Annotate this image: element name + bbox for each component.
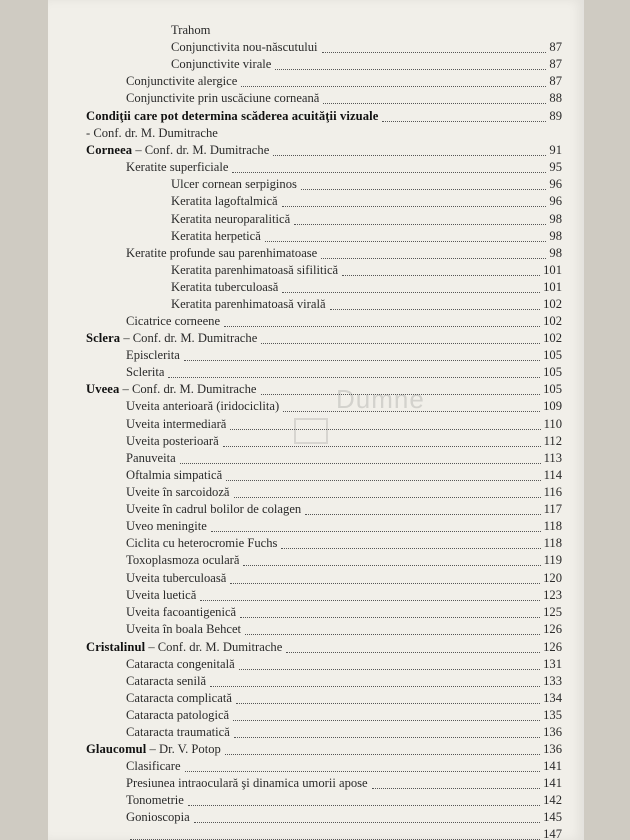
page-number: 116 [543,485,562,499]
toc-section-title: Cristalinul [86,640,146,654]
toc-entry-title [126,810,190,825]
toc-entry [48,57,584,72]
toc-entry [48,519,584,534]
toc-entry-text: Presiunea intraoculară şi dinamica umorii apose [126,776,368,790]
toc-entry [48,194,584,209]
toc-entry-title [86,126,584,141]
toc-entry [48,553,584,568]
toc-entry-title [171,57,271,72]
dot-leader [232,172,546,173]
dot-leader [261,343,540,344]
toc-entry-title [126,502,301,517]
toc-entry-text: Keratite profunde sau parenhimatoase [126,246,318,260]
toc-entry-text: Uveita luetică [126,588,197,602]
page-number: 102 [543,314,562,328]
page-number: 120 [543,571,562,585]
dot-leader [265,241,546,242]
toc-entry-title [126,571,226,586]
toc-entry-text: Cataracta congenitală [126,657,235,671]
toc-entry-title [86,331,257,346]
page-number: 105 [543,382,562,396]
toc-entry-title [171,229,261,244]
toc-entry [48,297,584,312]
toc-entry-text: Uveita intermediară [126,417,227,431]
page-number: 134 [543,691,562,705]
toc-entry-title [171,297,326,312]
page-number: 105 [543,348,562,362]
toc-entry-title [86,143,269,158]
page-number: 145 [543,810,562,824]
toc-entry-title [126,399,279,414]
page-number: 95 [549,160,562,174]
dot-leader [239,669,540,670]
toc-entry-text: Keratita lagoftalmică [171,194,278,208]
page-number: 126 [543,622,562,636]
dot-leader [323,103,546,104]
toc-entry-title [86,742,221,757]
toc-entry-title [86,109,378,124]
toc-entry-text: Trahom [171,23,211,37]
toc-entry-text: Ciclita cu heterocromie Fuchs [126,536,278,550]
page-number: 110 [543,417,562,431]
dot-leader [342,275,540,276]
toc-section-title: Uveea [86,382,120,396]
toc-entry-text: Conjunctivite alergice [126,74,238,88]
dot-leader [185,771,540,772]
toc-entry [48,451,584,466]
toc-entry [48,605,584,620]
toc-entry-title [126,468,222,483]
toc-entry [48,622,584,637]
dot-leader [286,652,540,653]
toc-entry-text: Uveite în sarcoidoză [126,485,230,499]
toc-entry-title [126,708,229,723]
dot-leader [184,360,540,361]
toc-entry [48,23,584,38]
toc-entry-title [126,451,176,466]
dot-leader [230,583,540,584]
dot-leader [245,634,540,635]
toc-entry-text: Uveita anterioară (iridociclita) [126,399,280,413]
page-number: 142 [543,793,562,807]
toc-entry [48,776,584,791]
toc-entry [48,109,584,124]
toc-entry-text: Keratita tuberculoasă [171,280,279,294]
dot-leader [261,394,540,395]
toc-entry-title [126,160,228,175]
toc-entry [48,177,584,192]
toc-entry [48,468,584,483]
toc-entry [48,485,584,500]
toc-entry-title [126,588,196,603]
toc-entry-text: Cataracta complicată [126,691,232,705]
page-number: 114 [543,468,562,482]
toc-entry [48,810,584,825]
page-number: 135 [543,708,562,722]
page-number: 96 [549,177,562,191]
toc-entry-title [126,622,241,637]
toc-entry [48,74,584,89]
toc-entry-text: Clasificare [126,759,181,773]
toc-entry-title [126,434,219,449]
toc-entry-text: Conjunctivita nou-născutului [171,40,318,54]
dot-leader [322,52,546,53]
toc-entry-title [126,691,232,706]
toc-entry [48,759,584,774]
page-number: 133 [543,674,562,688]
page-number: 131 [543,657,562,671]
toc-entry-text: Tonometrie [126,793,184,807]
toc-entry [48,691,584,706]
dot-leader [330,309,540,310]
toc-entry-text: Gonioscopia [126,810,190,824]
toc-entry [48,571,584,586]
toc-entry-text: – Conf. dr. M. Dumitrache [145,640,283,654]
page-number: 123 [543,588,562,602]
toc-entry [48,708,584,723]
toc-entry-title [126,314,220,329]
toc-entry-title [126,91,319,106]
toc-entry [48,331,584,346]
dot-leader [234,497,541,498]
dot-leader [281,548,541,549]
page-number: 112 [543,434,562,448]
page-number: 125 [543,605,562,619]
page-number: 141 [543,759,562,773]
toc-section-title: Condiţii care pot determina scăderea acuităţii vizuale [86,109,379,123]
toc-entry-text: Uveita tuberculoasă [126,571,227,585]
toc-entry [48,280,584,295]
toc-entry-title [126,793,184,808]
toc-entry-title [126,776,368,791]
dot-leader [226,480,541,481]
toc-entry [48,40,584,55]
page-number: 89 [549,109,562,123]
toc-entry-text: Cataracta senilă [126,674,207,688]
page-number: 119 [543,553,562,567]
dot-leader [240,617,540,618]
toc-entry-title [171,23,584,38]
toc-entry-title [171,212,290,227]
toc-entry-text: Uveo meningite [126,519,207,533]
dot-leader [241,86,546,87]
toc-section-title: Sclera [86,331,121,345]
toc-entry [48,399,584,414]
page-number: 147 [543,827,562,840]
dot-leader [294,224,546,225]
dot-leader [305,514,541,515]
toc-entry [48,827,584,840]
dot-leader [283,411,540,412]
toc-entry-title [126,246,317,261]
page-number: 101 [543,280,562,294]
toc-entry-title [171,40,318,55]
dot-leader [282,292,540,293]
toc-entry-title [126,365,164,380]
toc-entry-text: Keratita parenhimatoasă sifilitică [171,263,339,277]
dot-leader [211,531,541,532]
toc-entry-text: Keratita herpetică [171,229,261,243]
dot-leader [188,805,540,806]
toc-entry-title [126,553,239,568]
page-number: 88 [549,91,562,105]
toc-entry [48,263,584,278]
toc-entry [48,91,584,106]
page-number: 102 [543,297,562,311]
toc-entry [48,657,584,672]
page-number: 98 [549,246,562,260]
toc-entry [48,536,584,551]
toc-entry-text: Cataracta patologică [126,708,230,722]
toc-entry [48,502,584,517]
dot-leader [243,565,541,566]
page-number: 102 [543,331,562,345]
toc-entry [48,365,584,380]
toc-entry [48,674,584,689]
toc-entry-title [126,759,181,774]
toc-entry-text: Toxoplasmoza oculară [126,553,240,567]
toc-entry-text: Uveita posterioară [126,434,219,448]
dot-leader [210,686,540,687]
page-number: 98 [549,229,562,243]
page-number: 105 [543,365,562,379]
toc-entry-title [126,485,230,500]
dot-leader [230,429,541,430]
dot-leader [301,189,546,190]
toc-entry-text: – Dr. V. Potop [146,742,221,756]
toc-entry-title [171,177,297,192]
toc-entry-text: Keratite superficiale [126,160,229,174]
toc-entry [48,229,584,244]
dot-leader [200,600,540,601]
toc-entry [48,742,584,757]
toc-entry-title [126,519,207,534]
toc-entry-text: Cataracta traumatică [126,725,230,739]
page-number: 109 [543,399,562,413]
toc-entry [48,793,584,808]
toc-entry-title [126,74,237,89]
toc-entry [48,640,584,655]
page-number: 98 [549,212,562,226]
dot-leader [180,463,541,464]
toc-section-title: Glaucomul [86,742,147,756]
toc-entry-text: Oftalmia simpatică [126,468,223,482]
page-number: 87 [549,74,562,88]
toc-entry-title [126,657,235,672]
page-number: 118 [543,519,562,533]
dot-leader [223,446,541,447]
page-number: 87 [549,57,562,71]
toc-entry [48,417,584,432]
dot-leader [273,155,546,156]
toc-entry [48,160,584,175]
toc-entry-title [171,194,278,209]
toc-entry [48,314,584,329]
toc-entry-text: Sclerita [126,365,165,379]
toc-entry [48,212,584,227]
dot-leader [282,206,546,207]
dot-leader [382,121,546,122]
toc-entry-text: Keratita neuroparalitică [171,212,291,226]
dot-leader [233,720,540,721]
page-number: 87 [549,40,562,54]
dot-leader [168,377,540,378]
page-number: 118 [543,536,562,550]
toc-entry-text: Uveita în boala Behcet [126,622,242,636]
dot-leader [234,737,540,738]
toc-entry-text: Panuveita [126,451,176,465]
toc-entry-text: - Conf. dr. M. Dumitrache [86,126,218,140]
dot-leader [236,703,540,704]
toc-entry [48,588,584,603]
dot-leader [372,788,540,789]
dot-leader [224,326,540,327]
toc-entry [48,126,584,141]
toc-entry-title [126,348,180,363]
toc-entry-text: – Conf. dr. M. Dumitrache [119,382,257,396]
toc-entry-text: Episclerita [126,348,180,362]
page-number: 126 [543,640,562,654]
toc-entry-title [126,725,230,740]
toc-entry-title [126,674,206,689]
toc-entry-title [86,640,282,655]
toc-entry-text: Keratita parenhimatoasă virală [171,297,326,311]
dot-leader [194,822,540,823]
toc-entry-title [126,417,226,432]
toc-entry [48,143,584,158]
toc-entry-text: Ulcer cornean serpiginos [171,177,297,191]
page-number: 101 [543,263,562,277]
dot-leader [321,258,546,259]
toc-entry-title [171,263,338,278]
page-number: 136 [543,742,562,756]
toc-entry-text: Conjunctivite prin uscăciune corneană [126,91,320,105]
page-number: 141 [543,776,562,790]
toc-entry [48,725,584,740]
toc-entry-title [86,382,257,397]
toc-entry-title [126,605,236,620]
toc-entry [48,348,584,363]
toc-entry [48,434,584,449]
dot-leader [275,69,546,70]
toc-entry-text: Cicatrice corneene [126,314,221,328]
toc-entry-text: Conjunctivite virale [171,57,272,71]
page-number: 96 [549,194,562,208]
toc-entry-text: Uveite în cadrul bolilor de colagen [126,502,302,516]
toc-entry-text: Uveita facoantigenică [126,605,237,619]
page-number: 117 [543,502,562,516]
book-page [48,0,584,840]
toc-entry-title [171,280,278,295]
page-number: 136 [543,725,562,739]
dot-leader [225,754,540,755]
toc-entry-text: – Conf. dr. M. Dumitrache [132,143,270,157]
toc-entry-text: – Conf. dr. M. Dumitrache [120,331,258,345]
toc-entry [48,382,584,397]
toc-entry [48,246,584,261]
page-number: 113 [543,451,562,465]
watermark-text: Dumne [336,384,425,414]
toc-entry-title [126,536,277,551]
toc-section-title: Corneea [86,143,133,157]
page-number: 91 [549,143,562,157]
